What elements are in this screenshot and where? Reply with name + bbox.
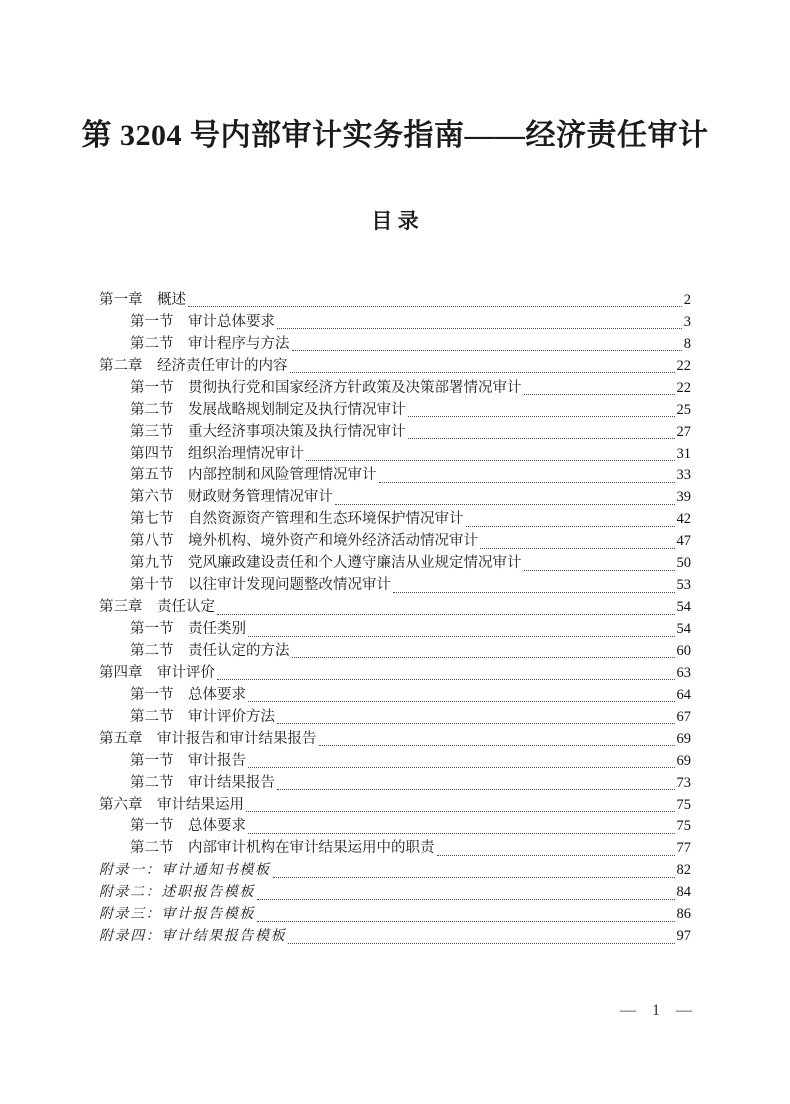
toc-entry-page: 67 (676, 708, 691, 725)
toc-entry-label: 第二节 责任认定的方法 (130, 642, 290, 659)
toc-entry-label: 第七节 自然资源资产管理和生态环境保护情况审计 (130, 511, 464, 528)
toc-leader-dots (524, 570, 675, 571)
toc-entry (99, 685, 691, 707)
toc-leader-dots (306, 460, 675, 461)
toc-entry (99, 707, 691, 729)
toc-entry (99, 422, 691, 444)
toc-entry (99, 729, 691, 751)
toc-entry-page: 69 (676, 752, 691, 769)
toc-leader-dots (248, 767, 675, 768)
toc-entry (99, 487, 691, 509)
toc-entry-label: 附录四：审计结果报告模板 (99, 929, 287, 945)
toc-entry-page: 63 (676, 664, 691, 681)
toc-leader-dots (248, 833, 675, 834)
toc-entry (99, 378, 691, 400)
toc-leader-dots (188, 306, 682, 307)
toc-leader-dots (379, 482, 675, 483)
toc-leader-dots (277, 328, 682, 329)
toc-entry-label: 第二节 审计评价方法 (130, 708, 275, 725)
toc-entry-label: 第三节 重大经济事项决策及执行情况审计 (130, 423, 406, 440)
toc-entry-label: 第五章 审计报告和审计结果报告 (99, 730, 317, 747)
toc-heading: 目 录 (371, 209, 419, 233)
toc-entry-label: 第二节 审计程序与方法 (130, 335, 290, 352)
toc-entry-page: 50 (676, 555, 691, 572)
toc-entry (99, 882, 691, 904)
toc-entry-page: 75 (676, 796, 691, 813)
toc-entry-page: 75 (676, 818, 691, 835)
toc-entry-label: 第三章 责任认定 (99, 599, 215, 616)
toc-entry-page: 3 (683, 313, 691, 330)
toc-entry-page: 54 (676, 599, 691, 616)
document-title: 第 3204 号内部审计实务指南——经济责任审计 (81, 119, 709, 152)
toc-entry (99, 641, 691, 663)
toc-leader-dots (319, 745, 675, 746)
page-number-footer: — 1 — (620, 1002, 692, 1019)
toc-entry-page: 54 (676, 621, 691, 638)
toc-entry-label: 第二节 发展战略规划制定及执行情况审计 (130, 401, 406, 418)
toc-entry (99, 619, 691, 641)
toc-entry (99, 400, 691, 422)
toc-leader-dots (466, 526, 675, 527)
toc-leader-dots (257, 899, 675, 900)
toc-entry-label: 第二节 内部审计机构在审计结果运用中的职责 (130, 840, 435, 857)
toc-leader-dots (277, 723, 675, 724)
toc-entry-label: 第五节 内部控制和风险管理情况审计 (130, 467, 377, 484)
toc-entry (99, 575, 691, 597)
toc-entry-label: 第八节 境外机构、境外资产和境外经济活动情况审计 (130, 533, 478, 550)
toc-leader-dots (408, 416, 675, 417)
toc-entry-page: 77 (676, 840, 691, 857)
toc-entry-page: 39 (676, 489, 691, 506)
toc-entry-page: 73 (676, 774, 691, 791)
toc-entry-label: 附录三：审计报告模板 (99, 907, 255, 923)
toc-entry (99, 904, 691, 926)
toc-entry-label: 第一节 贯彻执行党和国家经济方针政策及决策部署情况审计 (130, 379, 522, 396)
toc-entry-page: 82 (676, 862, 691, 879)
toc-leader-dots (248, 636, 675, 637)
toc-entry-page: 69 (676, 730, 691, 747)
toc-entry-page: 27 (676, 423, 691, 440)
toc-entry (99, 663, 691, 685)
toc-leader-dots (246, 811, 675, 812)
toc-entry-page: 60 (676, 642, 691, 659)
toc-entry (99, 597, 691, 619)
toc-entry-page: 31 (676, 445, 691, 462)
toc-leader-dots (273, 877, 675, 878)
toc-entry-label: 第六节 财政财务管理情况审计 (130, 489, 333, 506)
toc-entry (99, 356, 691, 378)
toc-entry-page: 33 (676, 467, 691, 484)
toc-entry (99, 817, 691, 839)
toc-leader-dots (480, 548, 675, 549)
toc-entry (99, 312, 691, 334)
toc-entry (99, 290, 691, 312)
toc-entry-label: 第一节 责任类别 (130, 621, 246, 638)
toc-entry (99, 926, 691, 948)
toc-leader-dots (217, 614, 675, 615)
toc-leader-dots (335, 504, 675, 505)
toc-entry-label: 第一节 审计总体要求 (130, 313, 275, 330)
toc-leader-dots (248, 701, 675, 702)
toc-entry (99, 531, 691, 553)
toc-entry-label: 第九节 党风廉政建设责任和个人遵守廉洁从业规定情况审计 (130, 555, 522, 572)
toc-entry (99, 444, 691, 466)
toc-entry-page: 42 (676, 511, 691, 528)
toc-leader-dots (408, 438, 675, 439)
toc-entry-label: 第四节 组织治理情况审计 (130, 445, 304, 462)
toc-entry-label: 第一章 概述 (99, 291, 186, 308)
toc-entry-label: 第四章 审计评价 (99, 664, 215, 681)
toc-entry-page: 22 (676, 379, 691, 396)
toc-entry (99, 466, 691, 488)
toc-entry-page: 47 (676, 533, 691, 550)
toc-entry-page: 64 (676, 686, 691, 703)
toc-entry-page: 8 (683, 335, 691, 352)
toc-entry (99, 334, 691, 356)
toc-entry (99, 860, 691, 882)
toc-leader-dots (437, 855, 675, 856)
toc-entry-label: 附录一：审计通知书模板 (99, 863, 271, 879)
toc-entry-page: 25 (676, 401, 691, 418)
toc-leader-dots (393, 592, 675, 593)
toc-entry-label: 第六章 审计结果运用 (99, 796, 244, 813)
toc-entry-page: 53 (676, 577, 691, 594)
toc-leader-dots (217, 679, 675, 680)
toc-leader-dots (257, 921, 675, 922)
toc-entry (99, 751, 691, 773)
toc-entry-label: 第二节 审计结果报告 (130, 774, 275, 791)
toc-entry-label: 第二章 经济责任审计的内容 (99, 357, 288, 374)
toc-entry-page: 97 (676, 928, 691, 945)
toc-leader-dots (277, 789, 675, 790)
toc-entry-label: 第一节 总体要求 (130, 818, 246, 835)
toc-entry (99, 509, 691, 531)
toc-list (99, 290, 691, 948)
toc-entry (99, 553, 691, 575)
toc-entry-label: 第一节 审计报告 (130, 752, 246, 769)
toc-entry (99, 838, 691, 860)
toc-entry-label: 第一节 总体要求 (130, 686, 246, 703)
toc-entry (99, 795, 691, 817)
toc-entry-label: 附录二：述职报告模板 (99, 885, 255, 901)
toc-leader-dots (524, 394, 675, 395)
toc-entry-page: 22 (676, 357, 691, 374)
toc-leader-dots (292, 657, 675, 658)
toc-entry-page: 2 (683, 291, 691, 308)
toc-entry (99, 773, 691, 795)
toc-leader-dots (288, 943, 674, 944)
toc-leader-dots (290, 372, 675, 373)
toc-entry-page: 86 (676, 906, 691, 923)
toc-entry-label: 第十节 以往审计发现问题整改情况审计 (130, 577, 391, 594)
toc-entry-page: 84 (676, 884, 691, 901)
toc-leader-dots (292, 350, 682, 351)
